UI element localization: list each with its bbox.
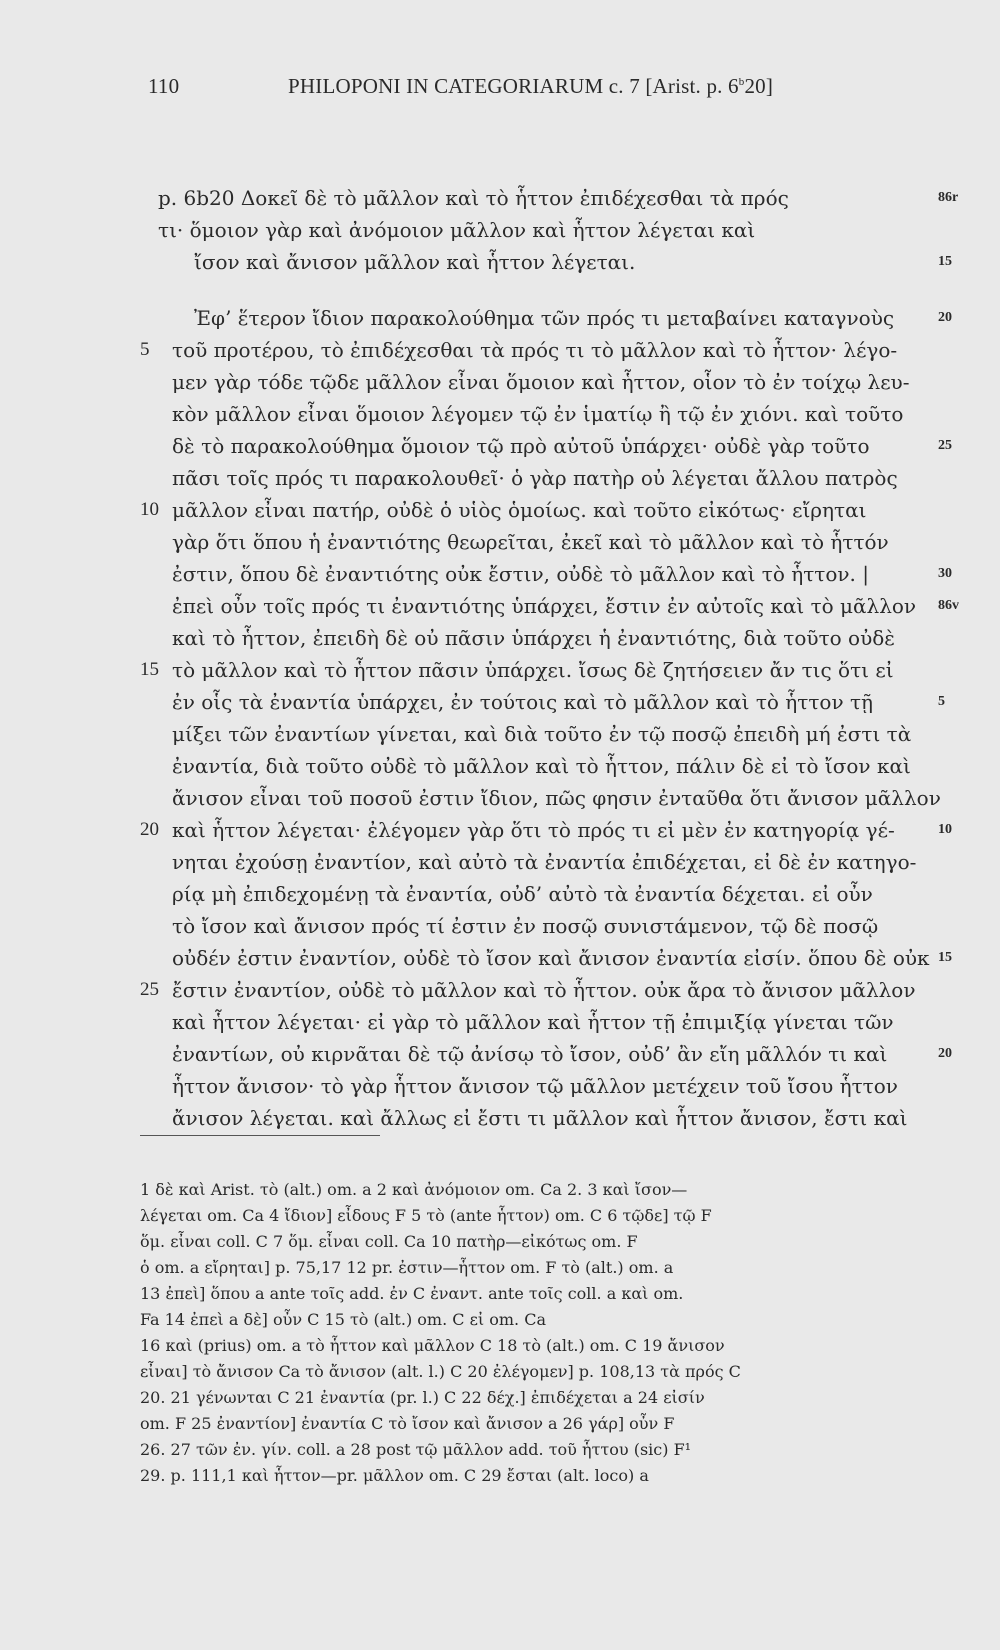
margin-number: 5 — [938, 694, 945, 709]
text-line: τὸ ἴσον καὶ ἄνισον πρός τί ἐστιν ἐν ποσῷ συνιστάμενον, τῷ δὲ ποσῷ — [172, 914, 879, 938]
lemma-line: τι· ὅμοιον γὰρ καὶ ἀνόμοιον μᾶλλον καὶ ἧττον λέγεται καὶ — [158, 218, 756, 242]
text-line: οὐδέν ἐστιν ἐναντίον, οὐδὲ τὸ ἴσον καὶ ἄνισον ἐναντία εἰσίν. ὅπου δὲ οὐκ — [172, 946, 930, 970]
text-line: μίξει τῶν ἐναντίων γίνεται, καὶ διὰ τοῦτο ἐν τῷ ποσῷ ἐπειδὴ μή ἐστι τὰ — [172, 722, 912, 746]
apparatus-line: 20. 21 γένωνται C 21 ἐναντία (pr. l.) C 22 δέχ.] ἐπιδέχεται a 24 εἰσίν — [140, 1388, 705, 1407]
margin-number: 30 — [938, 566, 952, 581]
text-line: κὸν μᾶλλον εἶναι ὅμοιον λέγομεν τῷ ἐν ἱματίῳ ἢ τῷ ἐν χιόνι. καὶ τοῦτο — [172, 402, 904, 426]
margin-number: 10 — [938, 822, 952, 837]
margin-number: 86v — [938, 598, 959, 613]
text-line: ἐπεὶ οὖν τοῖς πρός τι ἐναντιότης ὑπάρχει, ἔστιν ἐν αὐτοῖς καὶ τὸ μᾶλλον — [172, 594, 917, 618]
text-line: γὰρ ὅτι ὅπου ἡ ἐναντιότης θεωρεῖται, ἐκεῖ καὶ τὸ μᾶλλον καὶ τὸ ἧττόν — [172, 530, 889, 554]
running-title-end: 20] — [744, 74, 774, 98]
text-line: νηται ἐχούσῃ ἐναντίον, καὶ αὐτὸ τὰ ἐναντία ἐπιδέχεται, εἰ δὲ ἐν κατηγο- — [172, 850, 917, 874]
apparatus-line: ὁ om. a εἴρηται] p. 75,17 12 pr. ἐστιν—ἧττον om. F τὸ (alt.) om. a — [140, 1258, 674, 1277]
text-line: Ἐφ’ ἕτερον ἴδιον παρακολούθημα τῶν πρός τι μεταβαίνει καταγνοὺς — [194, 306, 895, 330]
text-line: ἐναντία, διὰ τοῦτο οὐδὲ τὸ μᾶλλον καὶ τὸ ἧττον, πάλιν δὲ εἰ τὸ ἴσον καὶ — [172, 754, 911, 778]
apparatus-line: 29. p. 111,1 καὶ ἧττον—pr. μᾶλλον om. C 29 ἔσται (alt. loco) a — [140, 1466, 649, 1485]
margin-number: 25 — [938, 438, 952, 453]
text-line: τὸ μᾶλλον καὶ τὸ ἧττον πᾶσιν ὑπάρχει. ἴσως δὲ ζητήσειεν ἄν τις ὅτι εἰ — [172, 658, 894, 682]
text-line: ἐν οἷς τὰ ἐναντία ὑπάρχει, ἐν τούτοις καὶ τὸ μᾶλλον καὶ τὸ ἧττον τῇ — [172, 690, 874, 714]
text-line: μᾶλλον εἶναι πατήρ, οὐδὲ ὁ υἱὸς ὁμοίως. καὶ τοῦτο εἰκότως· εἴρηται — [172, 498, 867, 522]
line-number: 20 — [140, 819, 159, 840]
margin-number: 15 — [938, 950, 952, 965]
apparatus-line: 16 καὶ (prius) om. a τὸ ἧττον καὶ μᾶλλον C 18 τὸ (alt.) om. C 19 ἄνισον — [140, 1336, 725, 1355]
text-line: ἄνισον λέγεται. καὶ ἄλλως εἰ ἔστι τι μᾶλλον καὶ ἧττον ἄνισον, ἔστι καὶ — [172, 1106, 908, 1130]
text-line: τοῦ προτέρου, τὸ ἐπιδέχεσθαι τὰ πρός τι τὸ μᾶλλον καὶ τὸ ἧττον· λέγο- — [172, 338, 898, 362]
text-line: ρίᾳ μὴ ἐπιδεχομένῃ τὰ ἐναντία, οὐδ’ αὐτὸ τὰ ἐναντία δέχεται. εἰ οὖν — [172, 882, 873, 906]
text-line: πᾶσι τοῖς πρός τι παρακολουθεῖ· ὁ γὰρ πατὴρ οὐ λέγεται ἄλλου πατρὸς — [172, 466, 898, 490]
text-line: καὶ τὸ ἧττον, ἐπειδὴ δὲ οὐ πᾶσιν ὑπάρχει ἡ ἐναντιότης, διὰ τοῦτο οὐδὲ — [172, 626, 895, 650]
line-number: 25 — [140, 979, 159, 1000]
apparatus-line: εἶναι] τὸ ἄνισον Ca τὸ ἄνισον (alt. l.) C 20 ἐλέγομεν] p. 108,13 τὰ πρός C — [140, 1362, 741, 1381]
apparatus-line: 13 ἐπεὶ] ὅπου a ante τοῖς add. ἐν C ἐναντ. ante τοῖς coll. a καὶ om. — [140, 1284, 684, 1303]
running-title: PHILOPONI IN CATEGORIARUM c. 7 [Arist. p. 6 — [288, 74, 739, 98]
apparatus-line: 26. 27 τῶν ἐν. γίν. coll. a 28 post τῷ μᾶλλον add. τοῦ ἧττου (sic) F¹ — [140, 1440, 692, 1459]
text-line: καὶ ἧττον λέγεται· ἐλέγομεν γὰρ ὅτι τὸ πρός τι εἰ μὲν ἐν κατηγορίᾳ γέ- — [172, 818, 895, 842]
apparatus-line: 1 δὲ καὶ Arist. τὸ (alt.) om. a 2 καὶ ἀνόμοιον om. Ca 2. 3 καὶ ἴσον— — [140, 1180, 688, 1199]
running-header — [148, 74, 828, 99]
margin-number: 86r — [938, 190, 959, 205]
text-line: καὶ ἧττον λέγεται· εἰ γὰρ τὸ μᾶλλον καὶ ἧττον τῇ ἐπιμιξίᾳ γίνεται τῶν — [172, 1010, 894, 1034]
apparatus-line: λέγεται om. Ca 4 ἴδιον] εἶδους F 5 τὸ (ante ἧττον) om. C 6 τῷδε] τῷ F — [140, 1206, 712, 1225]
line-number: 15 — [140, 659, 159, 680]
margin-number: 15 — [938, 254, 952, 269]
text-line: δὲ τὸ παρακολούθημα ὅμοιον τῷ πρὸ αὐτοῦ ὑπάρχει· οὐδὲ γὰρ τοῦτο — [172, 434, 870, 458]
apparatus-line: ὅμ. εἶναι coll. C 7 ὅμ. εἶναι coll. Ca 10 πατὴρ—εἰκότως om. F — [140, 1232, 638, 1251]
text-line: ἐναντίων, οὐ κιρνᾶται δὲ τῷ ἀνίσῳ τὸ ἴσον, οὐδ’ ἂν εἴη μᾶλλόν τι καὶ — [172, 1042, 888, 1066]
lemma-line: p. 6b20 Δοκεῖ δὲ τὸ μᾶλλον καὶ τὸ ἧττον ἐπιδέχεσθαι τὰ πρός — [158, 186, 789, 210]
footnote-rule — [140, 1135, 380, 1136]
text-line: μεν γὰρ τόδε τῷδε μᾶλλον εἶναι ὅμοιον καὶ ἧττον, οἷον τὸ ἐν τοίχῳ λευ- — [172, 370, 910, 394]
text-line: ἄνισον εἶναι τοῦ ποσοῦ ἐστιν ἴδιον, πῶς φησιν ἐνταῦθα ὅτι ἄνισον μᾶλλον — [172, 786, 941, 810]
margin-number: 20 — [938, 1046, 952, 1061]
line-number: 10 — [140, 499, 159, 520]
apparatus-line: om. F 25 ἐναντίον] ἐναντία C τὸ ἴσον καὶ ἄνισον a 26 γάρ] οὖν F — [140, 1414, 675, 1433]
apparatus-line: Fa 14 ἐπεὶ a δὲ] οὖν C 15 τὸ (alt.) om. C εἰ om. Ca — [140, 1310, 546, 1329]
text-line: ἐστιν, ὅπου δὲ ἐναντιότης οὐκ ἔστιν, οὐδὲ τὸ μᾶλλον καὶ τὸ ἧττον. | — [172, 562, 870, 586]
line-number: 5 — [140, 339, 150, 360]
text-line: ἔστιν ἐναντίον, οὐδὲ τὸ μᾶλλον καὶ τὸ ἧττον. οὐκ ἄρα τὸ ἄνισον μᾶλλον — [172, 978, 916, 1002]
running-title-superscript: b — [738, 76, 745, 88]
text-line: ἧττον ἄνισον· τὸ γὰρ ἧττον ἄνισον τῷ μᾶλλον μετέχειν τοῦ ἴσου ἧττον — [172, 1074, 898, 1098]
page-number: 110 — [148, 74, 180, 98]
lemma-line: ἴσον καὶ ἄνισον μᾶλλον καὶ ἧττον λέγεται. — [194, 250, 636, 274]
margin-number: 20 — [938, 310, 952, 325]
